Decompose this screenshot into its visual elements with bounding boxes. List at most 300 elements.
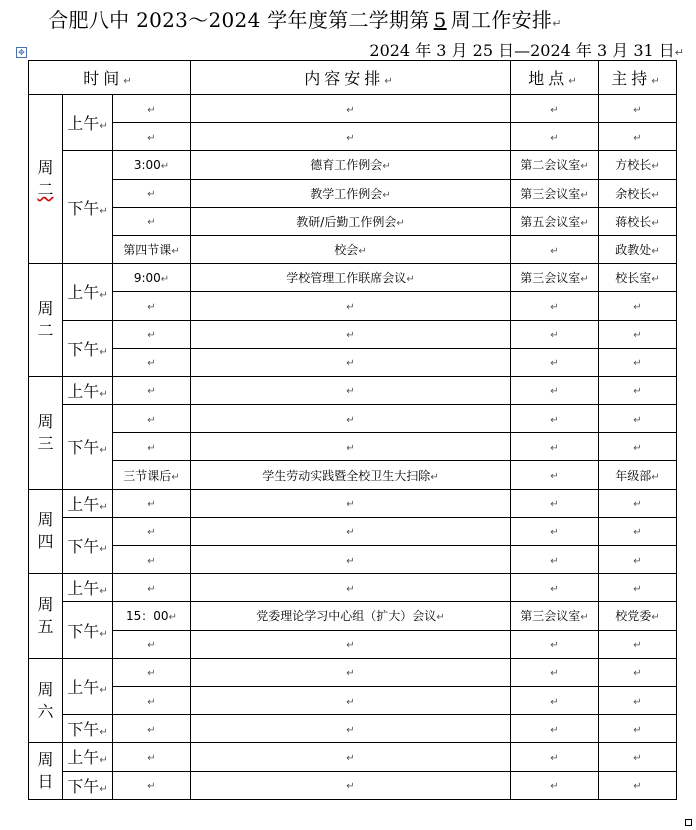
paragraph-mark: ↵ bbox=[406, 274, 415, 286]
period-label: 上午↵ bbox=[63, 743, 113, 771]
cell-time[interactable] bbox=[113, 630, 191, 658]
title-prefix: 合肥八中 2023～2024 学年度第二学期第 bbox=[48, 8, 430, 32]
paragraph-mark: ↵ bbox=[550, 386, 559, 398]
paragraph-mark: ↵ bbox=[674, 46, 684, 59]
period-label: 上午↵ bbox=[63, 489, 113, 517]
paragraph-mark: ↵ bbox=[550, 358, 559, 370]
paragraph-mark: ↵ bbox=[147, 583, 156, 595]
place-text: 第三会议室 bbox=[520, 609, 581, 624]
paragraph-mark: ↵ bbox=[147, 330, 156, 342]
cell-content[interactable] bbox=[191, 264, 511, 292]
cell-host[interactable] bbox=[599, 743, 677, 771]
cell-content[interactable] bbox=[191, 292, 511, 320]
period-label: 下午↵ bbox=[63, 405, 113, 490]
cell-content[interactable] bbox=[191, 574, 511, 602]
content-text: 党委理论学习中心组（扩大）会议 bbox=[256, 609, 437, 624]
cell-host[interactable] bbox=[599, 602, 677, 630]
day-char: 周 bbox=[37, 411, 54, 431]
table-row bbox=[29, 123, 677, 151]
paragraph-mark: ↵ bbox=[346, 781, 355, 793]
paragraph-mark: ↵ bbox=[436, 612, 445, 624]
day-char: 周 bbox=[37, 158, 54, 178]
cell-place[interactable] bbox=[511, 546, 599, 574]
cell-content[interactable] bbox=[191, 179, 511, 207]
cell-host[interactable] bbox=[599, 179, 677, 207]
paragraph-mark: ↵ bbox=[346, 696, 355, 708]
paragraph-mark: ↵ bbox=[550, 499, 559, 511]
day-char: 二 bbox=[37, 321, 54, 340]
period-label: 上午↵ bbox=[63, 264, 113, 320]
content-text: 学生劳动实践暨全校卫生大扫除 bbox=[262, 468, 431, 483]
cell-content[interactable] bbox=[191, 207, 511, 235]
paragraph-mark: ↵ bbox=[147, 358, 156, 370]
cell-time[interactable] bbox=[113, 574, 191, 602]
day-char: 周 bbox=[37, 594, 54, 614]
paragraph-mark: ↵ bbox=[651, 612, 660, 624]
header-row bbox=[29, 61, 677, 95]
day-char: 周 bbox=[37, 299, 54, 318]
table-row bbox=[29, 235, 677, 263]
cell-host[interactable] bbox=[599, 546, 677, 574]
table-row bbox=[29, 517, 677, 545]
paragraph-mark: ↵ bbox=[550, 442, 559, 454]
cell-content[interactable] bbox=[191, 433, 511, 461]
paragraph-mark: ↵ bbox=[346, 301, 355, 313]
paragraph-mark: ↵ bbox=[651, 471, 660, 483]
cell-host[interactable] bbox=[599, 264, 677, 292]
cell-place[interactable] bbox=[511, 292, 599, 320]
cell-place[interactable] bbox=[511, 376, 599, 404]
paragraph-mark: ↵ bbox=[346, 104, 355, 116]
cell-host[interactable] bbox=[599, 207, 677, 235]
cell-place[interactable] bbox=[511, 658, 599, 686]
cell-host[interactable] bbox=[599, 771, 677, 799]
paragraph-mark: ↵ bbox=[651, 246, 660, 258]
cell-time[interactable] bbox=[113, 715, 191, 743]
place-text: 第二会议室 bbox=[520, 158, 581, 173]
cell-content[interactable] bbox=[191, 235, 511, 263]
period-label: 上午↵ bbox=[63, 95, 113, 151]
host-text: 校长室 bbox=[615, 271, 652, 286]
day-label bbox=[29, 95, 63, 264]
day-char: 五 bbox=[37, 616, 54, 636]
cell-time[interactable] bbox=[113, 771, 191, 799]
period-label: 上午↵ bbox=[63, 574, 113, 602]
period-label: 下午↵ bbox=[63, 151, 113, 264]
cell-time[interactable] bbox=[113, 489, 191, 517]
content-text: 教研/后勤工作例会 bbox=[296, 214, 397, 229]
paragraph-mark: ↵ bbox=[147, 386, 156, 398]
cell-place[interactable] bbox=[511, 433, 599, 461]
paragraph-mark: ↵ bbox=[168, 612, 177, 624]
week-number[interactable]: 5 bbox=[433, 8, 447, 32]
paragraph-mark: ↵ bbox=[633, 132, 642, 144]
table-row bbox=[29, 715, 677, 743]
paragraph-mark: ↵ bbox=[633, 696, 642, 708]
cell-host[interactable] bbox=[599, 517, 677, 545]
paragraph-mark: ↵ bbox=[147, 499, 156, 511]
paragraph-mark: ↵ bbox=[550, 781, 559, 793]
paragraph-mark: ↵ bbox=[346, 132, 355, 144]
cell-content[interactable] bbox=[191, 123, 511, 151]
cell-host[interactable] bbox=[599, 658, 677, 686]
cell-place[interactable] bbox=[511, 715, 599, 743]
paragraph-mark: ↵ bbox=[147, 414, 156, 426]
paragraph-mark: ↵ bbox=[633, 104, 642, 116]
cell-content[interactable] bbox=[191, 546, 511, 574]
day-label bbox=[29, 489, 63, 574]
paragraph-mark: ↵ bbox=[633, 781, 642, 793]
paragraph-mark: ↵ bbox=[580, 612, 589, 624]
cell-time[interactable] bbox=[113, 658, 191, 686]
paragraph-mark: ↵ bbox=[147, 104, 156, 116]
cell-place[interactable] bbox=[511, 95, 599, 123]
period-label: 下午↵ bbox=[63, 771, 113, 799]
cell-content[interactable] bbox=[191, 686, 511, 714]
table-row bbox=[29, 207, 677, 235]
table-row bbox=[29, 461, 677, 489]
column-header-content: 内容安排↵ bbox=[191, 61, 511, 95]
cell-place[interactable] bbox=[511, 461, 599, 489]
table-row bbox=[29, 658, 677, 686]
cell-host[interactable] bbox=[599, 151, 677, 179]
cell-time[interactable] bbox=[113, 95, 191, 123]
paragraph-mark: ↵ bbox=[550, 696, 559, 708]
paragraph-mark: ↵ bbox=[147, 442, 156, 454]
cell-place[interactable] bbox=[511, 517, 599, 545]
paragraph-mark: ↵ bbox=[633, 499, 642, 511]
cell-place[interactable] bbox=[511, 686, 599, 714]
table-row bbox=[29, 433, 677, 461]
host-text: 校党委 bbox=[615, 609, 652, 624]
cell-host[interactable] bbox=[599, 489, 677, 517]
table-row bbox=[29, 405, 677, 433]
paragraph-mark: ↵ bbox=[633, 358, 642, 370]
cell-host[interactable] bbox=[599, 123, 677, 151]
paragraph-mark: ↵ bbox=[346, 555, 355, 567]
cell-time[interactable] bbox=[113, 348, 191, 376]
cell-place[interactable] bbox=[511, 602, 599, 630]
paragraph-mark: ↵ bbox=[651, 189, 660, 201]
cell-content[interactable] bbox=[191, 715, 511, 743]
cell-content[interactable] bbox=[191, 348, 511, 376]
cell-host[interactable] bbox=[599, 348, 677, 376]
cell-content[interactable] bbox=[191, 461, 511, 489]
cell-host[interactable] bbox=[599, 95, 677, 123]
paragraph-mark: ↵ bbox=[382, 161, 391, 173]
paragraph-mark: ↵ bbox=[633, 668, 642, 680]
cell-time[interactable] bbox=[113, 320, 191, 348]
cell-time[interactable] bbox=[113, 461, 191, 489]
paragraph-mark: ↵ bbox=[633, 386, 642, 398]
paragraph-mark: ↵ bbox=[550, 104, 559, 116]
host-text: 政教处 bbox=[615, 243, 652, 258]
paragraph-mark: ↵ bbox=[633, 555, 642, 567]
paragraph-mark: ↵ bbox=[147, 668, 156, 680]
column-header-place: 地点↵ bbox=[511, 61, 599, 95]
paragraph-mark: ↵ bbox=[396, 217, 405, 229]
cell-content[interactable] bbox=[191, 489, 511, 517]
table-row bbox=[29, 743, 677, 771]
time-text: 9:00 bbox=[133, 270, 161, 285]
cell-host[interactable] bbox=[599, 235, 677, 263]
cell-host[interactable] bbox=[599, 715, 677, 743]
paragraph-mark: ↵ bbox=[550, 752, 559, 764]
document-title bbox=[0, 4, 610, 33]
day-char: 日 bbox=[37, 772, 54, 791]
period-label: 下午↵ bbox=[63, 602, 113, 658]
table-row bbox=[29, 320, 677, 348]
day-char: 六 bbox=[37, 701, 54, 721]
paragraph-mark: ↵ bbox=[633, 442, 642, 454]
cell-content[interactable] bbox=[191, 658, 511, 686]
paragraph-mark: ↵ bbox=[160, 160, 170, 172]
day-char: 周 bbox=[37, 750, 54, 769]
host-text: 年级部 bbox=[615, 468, 652, 483]
table-row bbox=[29, 630, 677, 658]
period-label: 上午↵ bbox=[63, 376, 113, 404]
period-label: 下午↵ bbox=[63, 320, 113, 376]
paragraph-mark: ↵ bbox=[382, 189, 391, 201]
cell-time[interactable] bbox=[113, 405, 191, 433]
paragraph-mark: ↵ bbox=[147, 696, 156, 708]
period-label: 上午↵ bbox=[63, 658, 113, 714]
cell-content[interactable] bbox=[191, 743, 511, 771]
paragraph-mark: ↵ bbox=[633, 527, 642, 539]
paragraph-mark: ↵ bbox=[550, 414, 559, 426]
cell-host[interactable] bbox=[599, 320, 677, 348]
paragraph-mark: ↵ bbox=[580, 217, 589, 229]
day-label bbox=[29, 658, 63, 743]
date-range bbox=[369, 38, 684, 61]
paragraph-mark: ↵ bbox=[633, 301, 642, 313]
cell-place[interactable] bbox=[511, 264, 599, 292]
cell-content[interactable] bbox=[191, 602, 511, 630]
cell-content[interactable] bbox=[191, 517, 511, 545]
paragraph-mark: ↵ bbox=[147, 189, 156, 201]
paragraph-mark: ↵ bbox=[633, 330, 642, 342]
paragraph-mark: ↵ bbox=[346, 527, 355, 539]
table-row bbox=[29, 348, 677, 376]
table-move-handle-icon[interactable]: ✥ bbox=[16, 47, 27, 58]
paragraph-mark: ↵ bbox=[550, 555, 559, 567]
paragraph-mark: ↵ bbox=[550, 724, 559, 736]
content-text: 学校管理工作联席会议 bbox=[286, 271, 407, 286]
cell-time[interactable] bbox=[113, 517, 191, 545]
paragraph-mark: ↵ bbox=[346, 442, 355, 454]
table-row bbox=[29, 546, 677, 574]
paragraph-mark: ↵ bbox=[580, 274, 589, 286]
cell-content[interactable] bbox=[191, 320, 511, 348]
cell-time[interactable] bbox=[113, 433, 191, 461]
content-text: 教学工作例会 bbox=[310, 186, 383, 201]
day-label bbox=[29, 574, 63, 659]
cell-place[interactable] bbox=[511, 574, 599, 602]
place-text: 第三会议室 bbox=[520, 271, 581, 286]
paragraph-mark: ↵ bbox=[346, 583, 355, 595]
table-row bbox=[29, 264, 677, 292]
cell-host[interactable] bbox=[599, 630, 677, 658]
paragraph-mark: ↵ bbox=[346, 414, 355, 426]
cell-host[interactable] bbox=[599, 405, 677, 433]
cell-content[interactable] bbox=[191, 630, 511, 658]
paragraph-mark: ↵ bbox=[550, 330, 559, 342]
cell-host[interactable] bbox=[599, 686, 677, 714]
paragraph-mark: ↵ bbox=[147, 527, 156, 539]
paragraph-mark: ↵ bbox=[346, 668, 355, 680]
cell-place[interactable] bbox=[511, 348, 599, 376]
cell-time[interactable] bbox=[113, 602, 191, 630]
paragraph-mark: ↵ bbox=[346, 752, 355, 764]
paragraph-mark: ↵ bbox=[147, 781, 156, 793]
paragraph-mark: ↵ bbox=[147, 640, 156, 652]
cell-time[interactable] bbox=[113, 292, 191, 320]
cell-content[interactable] bbox=[191, 376, 511, 404]
day-label bbox=[29, 743, 63, 799]
cell-host[interactable] bbox=[599, 433, 677, 461]
paragraph-mark: ↵ bbox=[171, 246, 180, 258]
paragraph-mark: ↵ bbox=[430, 471, 439, 483]
paragraph-mark: ↵ bbox=[633, 752, 642, 764]
time-text: 第四节课 bbox=[123, 243, 172, 258]
paragraph-mark: ↵ bbox=[147, 217, 156, 229]
paragraph-mark: ↵ bbox=[147, 132, 156, 144]
cell-place[interactable] bbox=[511, 151, 599, 179]
day-char: 周 bbox=[37, 679, 54, 699]
cell-place[interactable] bbox=[511, 771, 599, 799]
host-text: 余校长 bbox=[615, 186, 652, 201]
paragraph-mark: ↵ bbox=[550, 245, 559, 257]
cell-host[interactable] bbox=[599, 574, 677, 602]
cell-place[interactable] bbox=[511, 743, 599, 771]
date-range-text: 2024 年 3 月 25 日—2024 年 3 月 31 日 bbox=[369, 41, 675, 60]
table-row bbox=[29, 574, 677, 602]
paragraph-mark: ↵ bbox=[346, 358, 355, 370]
paragraph-mark: ↵ bbox=[550, 132, 559, 144]
time-text: 三节课后 bbox=[123, 468, 172, 483]
table-row bbox=[29, 151, 677, 179]
content-text: 校会 bbox=[334, 243, 359, 258]
paragraph-mark: ↵ bbox=[346, 499, 355, 511]
cell-host[interactable] bbox=[599, 292, 677, 320]
paragraph-mark: ↵ bbox=[651, 217, 660, 229]
paragraph-mark: ↵ bbox=[147, 752, 156, 764]
period-label: 下午↵ bbox=[63, 715, 113, 743]
table-row bbox=[29, 686, 677, 714]
resize-handle-icon[interactable] bbox=[685, 819, 692, 826]
paragraph-mark: ↵ bbox=[651, 161, 660, 173]
cell-content[interactable] bbox=[191, 151, 511, 179]
cell-place[interactable] bbox=[511, 207, 599, 235]
cell-time[interactable] bbox=[113, 207, 191, 235]
cell-time[interactable] bbox=[113, 686, 191, 714]
host-text: 方校长 bbox=[615, 158, 652, 173]
paragraph-mark: ↵ bbox=[550, 668, 559, 680]
paragraph-mark: ↵ bbox=[346, 640, 355, 652]
cell-time[interactable] bbox=[113, 264, 191, 292]
paragraph-mark: ↵ bbox=[171, 471, 180, 483]
paragraph-mark: ↵ bbox=[633, 414, 642, 426]
paragraph-mark: ↵ bbox=[550, 640, 559, 652]
paragraph-mark: ↵ bbox=[580, 189, 589, 201]
cell-content[interactable] bbox=[191, 95, 511, 123]
cell-host[interactable] bbox=[599, 461, 677, 489]
cell-time[interactable] bbox=[113, 376, 191, 404]
schedule-table bbox=[28, 60, 677, 800]
cell-place[interactable] bbox=[511, 320, 599, 348]
day-label bbox=[29, 264, 63, 377]
column-header-time: 时间↵ bbox=[29, 61, 191, 95]
cell-time[interactable] bbox=[113, 235, 191, 263]
paragraph-mark: ↵ bbox=[147, 555, 156, 567]
day-char: 二 bbox=[37, 180, 54, 200]
time-text: 3:00 bbox=[133, 157, 161, 172]
paragraph-mark: ↵ bbox=[633, 724, 642, 736]
cell-time[interactable] bbox=[113, 179, 191, 207]
table-row bbox=[29, 292, 677, 320]
paragraph-mark: ↵ bbox=[346, 724, 355, 736]
paragraph-mark: ↵ bbox=[550, 527, 559, 539]
cell-place[interactable] bbox=[511, 235, 599, 263]
cell-place[interactable] bbox=[511, 179, 599, 207]
day-label bbox=[29, 376, 63, 489]
table-row bbox=[29, 179, 677, 207]
paragraph-mark: ↵ bbox=[580, 161, 589, 173]
content-text: 德育工作例会 bbox=[310, 158, 383, 173]
paragraph-mark: ↵ bbox=[633, 640, 642, 652]
table-row bbox=[29, 489, 677, 517]
cell-place[interactable] bbox=[511, 123, 599, 151]
paragraph-mark: ↵ bbox=[346, 386, 355, 398]
host-text: 蒋校长 bbox=[615, 214, 652, 229]
paragraph-mark: ↵ bbox=[346, 330, 355, 342]
cell-time[interactable] bbox=[113, 743, 191, 771]
day-char: 周 bbox=[37, 510, 54, 530]
cell-time[interactable] bbox=[113, 151, 191, 179]
cell-content[interactable] bbox=[191, 405, 511, 433]
paragraph-mark: ↵ bbox=[550, 471, 559, 483]
cell-place[interactable] bbox=[511, 489, 599, 517]
paragraph-mark: ↵ bbox=[160, 273, 170, 285]
day-char: 四 bbox=[37, 532, 54, 552]
paragraph-mark: ↵ bbox=[651, 274, 660, 286]
cell-place[interactable] bbox=[511, 405, 599, 433]
paragraph-mark: ↵ bbox=[550, 583, 559, 595]
table-row bbox=[29, 376, 677, 404]
day-char: 三 bbox=[37, 433, 54, 453]
time-text: 15：00 bbox=[126, 609, 169, 624]
cell-place[interactable] bbox=[511, 630, 599, 658]
paragraph-mark: ↵ bbox=[633, 583, 642, 595]
table-row bbox=[29, 95, 677, 123]
paragraph-mark: ↵ bbox=[550, 301, 559, 313]
title-suffix: 周工作安排 bbox=[450, 8, 553, 32]
place-text: 第五会议室 bbox=[520, 214, 581, 229]
paragraph-mark: ↵ bbox=[358, 246, 367, 258]
cell-host[interactable] bbox=[599, 376, 677, 404]
paragraph-mark: ↵ bbox=[552, 17, 562, 30]
cell-time[interactable] bbox=[113, 546, 191, 574]
paragraph-mark: ↵ bbox=[147, 724, 156, 736]
paragraph-mark: ↵ bbox=[147, 301, 156, 313]
cell-time[interactable] bbox=[113, 123, 191, 151]
place-text: 第三会议室 bbox=[520, 186, 581, 201]
period-label: 下午↵ bbox=[63, 517, 113, 573]
table-row bbox=[29, 602, 677, 630]
column-header-host: 主持↵ bbox=[599, 61, 677, 95]
cell-content[interactable] bbox=[191, 771, 511, 799]
table-row bbox=[29, 771, 677, 799]
